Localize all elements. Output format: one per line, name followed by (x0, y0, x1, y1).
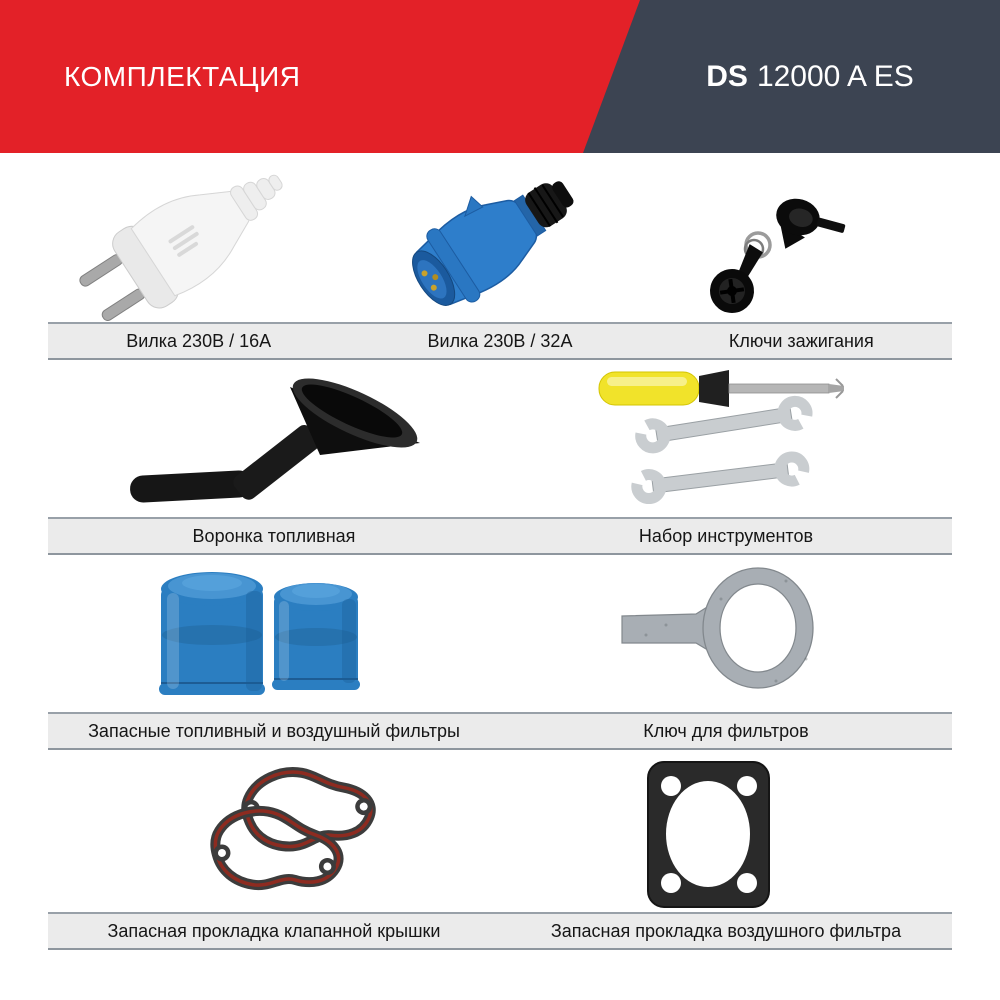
item-fuel-funnel (48, 360, 500, 517)
model-series: DS (706, 59, 748, 93)
item-valve-cover-gasket (48, 750, 500, 912)
row-3-images (48, 555, 952, 712)
item-air-filter-gasket (500, 750, 952, 912)
filter-wrench-image (586, 559, 866, 709)
row-1-images (48, 153, 952, 322)
item-plug-16a (48, 153, 349, 322)
model-number: 12000 A ES (756, 59, 914, 93)
air-filter-gasket-image (586, 750, 866, 912)
spare-filters-image (134, 559, 414, 709)
valve-cover-gasket-image (134, 750, 414, 912)
small-filter (272, 583, 360, 690)
row-4-images (48, 750, 952, 912)
row-1-labels (48, 322, 952, 360)
model-name (640, 0, 980, 153)
page-title: КОМПЛЕКТАЦИЯ (64, 60, 301, 92)
fuel-funnel-image (124, 363, 424, 515)
item-spare-filters (48, 555, 500, 712)
item-plug-32a (349, 153, 650, 322)
blue-cee-plug-image (390, 155, 610, 321)
row-2-images (48, 360, 952, 517)
row-4-labels (48, 912, 952, 950)
label-filter-wrench: Ключ для фильтров (643, 720, 809, 741)
item-filter-wrench (500, 555, 952, 712)
row-2-labels (48, 517, 952, 555)
label-plug-32a: Вилка 230В / 32А (427, 330, 573, 351)
item-tool-set (500, 360, 952, 517)
item-ignition-keys (651, 153, 952, 322)
label-air-filter-gasket: Запасная прокладка воздушного фильтра (550, 920, 902, 941)
label-tool-set: Набор инструментов (638, 525, 814, 546)
ignition-keys-image (696, 155, 906, 321)
label-valve-cover-gasket: Запасная прокладка клапанной крышки (107, 920, 441, 941)
label-fuel-funnel: Воронка топливная (192, 525, 356, 546)
large-filter (159, 572, 265, 695)
label-plug-16a: Вилка 230В / 16А (126, 330, 272, 351)
white-schuko-plug-image (69, 155, 329, 321)
row-3-labels (48, 712, 952, 750)
label-spare-filters: Запасные топливный и воздушный фильтры (88, 720, 460, 741)
label-ignition-keys: Ключи зажигания (728, 330, 874, 351)
tool-set-image (581, 364, 871, 514)
header-band (0, 0, 1000, 153)
